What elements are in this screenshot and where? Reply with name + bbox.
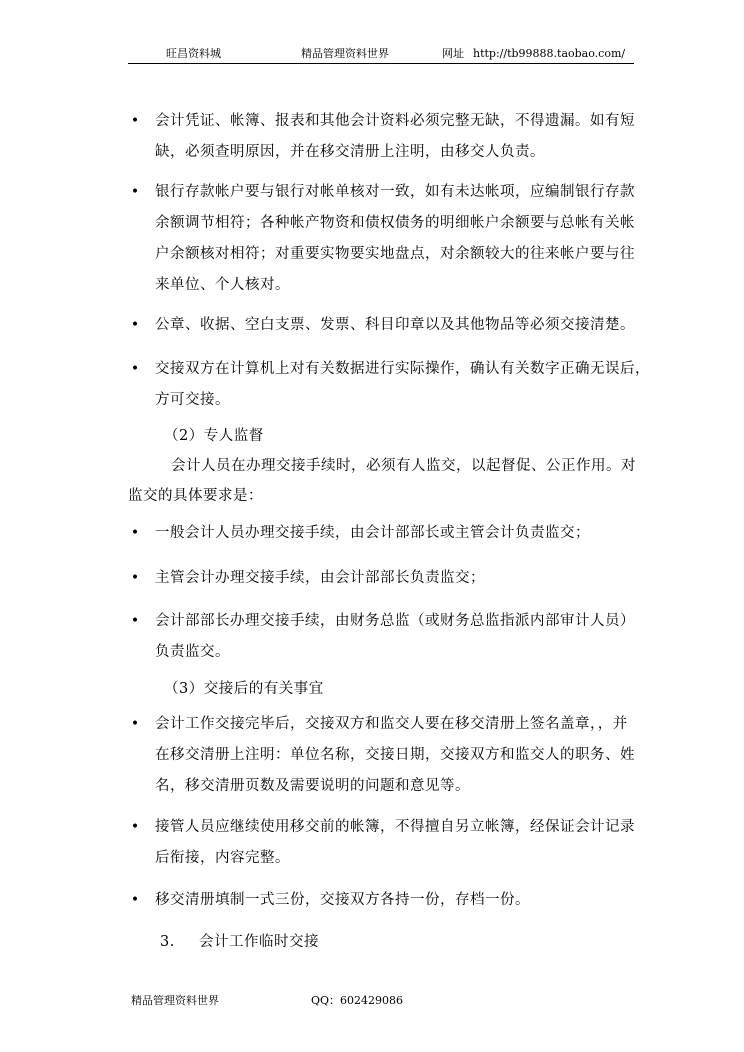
list-item-line: 缺，必须查明原因，并在移交清册上注明，由移交人负责。 <box>155 144 545 160</box>
footer-left-text: 精品管理资料世界 <box>131 994 219 1007</box>
header-center-text: 精品管理资料世界 <box>301 47 389 60</box>
list-item-line: 移交清册填制一式三份，交接双方各持一份，存档一份。 <box>155 892 530 908</box>
bullet-icon <box>128 518 142 549</box>
bullet-icon <box>128 606 142 637</box>
header-url-label: 网址 <box>442 47 464 60</box>
header-left-text: 旺昌资料城 <box>166 47 221 60</box>
list-item-line: 公章、收据、空白支票、发票、科目印章以及其他物品等必须交接清楚。 <box>155 317 635 333</box>
bullet-icon <box>128 310 142 341</box>
section-title: 会计工作临时交接 <box>199 934 319 950</box>
list-item-line: 名，移交清册页数及需要说明的问题和意见等。 <box>155 778 470 794</box>
section-heading: （3）交接后的有关事宜 <box>164 681 324 697</box>
list-item-line: 在移交清册上注明：单位名称，交接日期，交接双方和监交人的职务、姓 <box>155 747 635 763</box>
list-item-line: 接管人员应继续使用移交前的帐簿，不得擅自另立帐簿，经保证会计记录 <box>155 819 635 835</box>
bullet-icon <box>128 812 142 843</box>
list-item-line: 主管会计办理交接手续，由会计部部长负责监交； <box>155 570 485 586</box>
paragraph-line: 监交的具体要求是： <box>128 488 263 504</box>
bullet-icon <box>128 709 142 740</box>
list-item-line: 余额调节相符；各种帐产物资和债权债务的明细帐户余额要与总帐有关帐 <box>155 215 635 231</box>
paragraph-line: 会计人员在办理交接手续时，必须有人监交，以起督促、公正作用。对 <box>171 458 636 474</box>
bullet-icon <box>128 354 142 385</box>
bullet-icon <box>128 177 142 208</box>
footer-qq-text: QQ：602429086 <box>311 994 404 1007</box>
list-item-line: 户余额核对相符；对重要实物要实地盘点，对余额较大的往来帐户要与往 <box>155 246 635 262</box>
list-item-line: 会计工作交接完毕后，交接双方和监交人要在移交清册上签名盖章，，并 <box>155 716 628 732</box>
list-item-line: 负责监交。 <box>155 644 230 660</box>
page-header <box>128 47 634 61</box>
header-divider <box>128 63 634 64</box>
section-number: 3. <box>160 934 175 950</box>
list-item-line: 方可交接。 <box>155 392 230 408</box>
list-item-line: 来单位、个人核对。 <box>155 277 290 293</box>
list-item-line: 银行存款帐户要与银行对帐单核对一致，如有未达帐项，应编制银行存款 <box>155 184 635 200</box>
header-url[interactable]: http://tb99888.taobao.com/ <box>473 47 626 60</box>
bullet-icon <box>128 106 142 137</box>
list-item-line: 后衔接，内容完整。 <box>155 850 290 866</box>
bullet-icon <box>128 563 142 594</box>
list-item-line: 会计凭证、帐簿、报表和其他会计资料必须完整无缺，不得遗漏。如有短 <box>155 113 635 129</box>
list-item-line: 交接双方在计算机上对有关数据进行实际操作，确认有关数字正确无误后， <box>155 361 650 377</box>
list-item-line: 会计部部长办理交接手续，由财务总监（或财务总监指派内部审计人员） <box>155 613 635 629</box>
bullet-icon <box>128 885 142 916</box>
list-item-line: 一般会计人员办理交接手续，由会计部部长或主管会计负责监交； <box>155 525 590 541</box>
section-heading: （2）专人监督 <box>164 428 264 444</box>
